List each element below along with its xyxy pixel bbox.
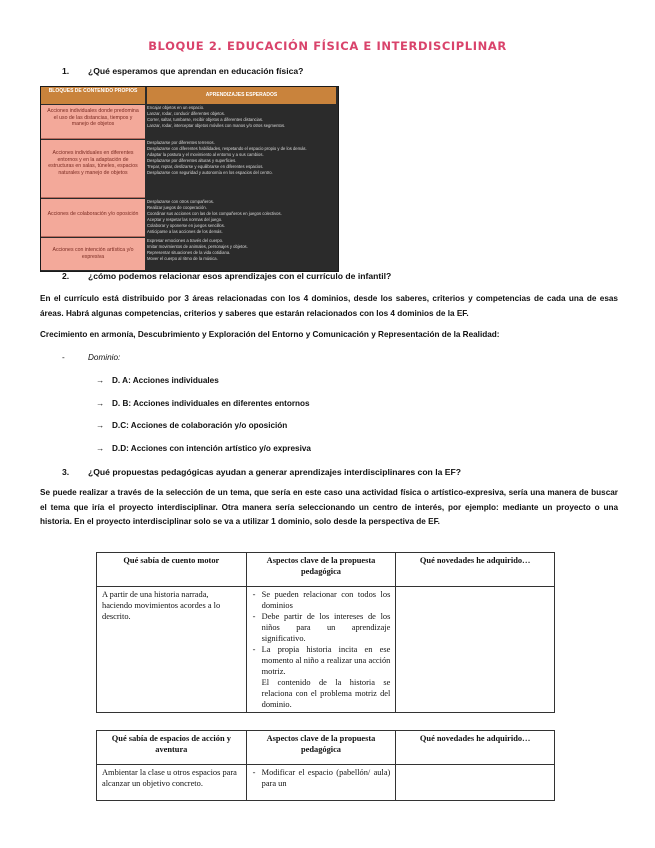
question-2-number: 2. [62,271,70,281]
dominio-label [62,353,120,362]
domain-item-a [96,376,219,385]
competency-item: Adaptar la postura y el movimiento al entorno y a sus cambios. [147,152,264,157]
domain-item-c [96,421,287,430]
competency-item: Expresar emociones a través del cuerpo. [147,238,224,243]
competency-item: Colaborar y oponerse en juegos sencillos. [147,223,225,228]
dominio-dash: - [62,353,65,362]
competency-item: Anticiparse a las acciones de los demás. [147,229,223,234]
competencies-row-1-left: Acciones individuales donde predomina el uso de las distancias, tiempos y manejo de objetos [41,105,145,139]
table2-header-1: Qué sabía de espacios de acción y aventura [97,731,247,765]
cuento-motor-table [96,552,555,713]
competency-item: Mover el cuerpo al ritmo de la música. [147,256,218,261]
table2-known-text: Ambientar la clase u otros espacios para alcanzar un objetivo concreto. [102,768,237,788]
curriculum-paragraph: En el currículo está distribuido por 3 áreas relacionadas con los 4 dominios, desde los saberes, criterios y competencias de cada una de esas áreas. Habrá algunas competencias, criterios y saberes que estarán relacionados con los 4 dominios de la EF. [40,294,618,318]
competency-item: Desplazarse con diferentes habilidades, respetando el espacio propio y de los demás. [147,146,307,151]
competencies-header-right: APRENDIZAJES ESPERADOS [147,87,336,104]
competency-item: Imitar movimientos de animales, personajes y objetos. [147,244,248,249]
question-1-number: 1. [62,66,70,76]
domain-item-text: D. A: Acciones individuales [112,376,219,385]
question-1 [62,66,303,76]
competency-item: Correr, saltar, tumbarse, recibir objetos a diferentes distancias. [147,117,264,122]
competency-item: Lanzar, rodar, interceptar objetos móviles con manos y/o otros segmentos. [147,123,286,128]
dominio-text: Dominio: [88,353,121,362]
domain-item-d [96,444,311,453]
competencies-row-4-right [147,238,335,270]
question-3-text: ¿Qué propuestas pedagógicas ayudan a generar aprendizajes interdisciplinares con la EF? [88,467,461,477]
arrow-right-icon: → [96,376,105,385]
table1-known-text: A partir de una historia narrada, haciendo movimientos acordes a lo descrito. [102,590,221,621]
domain-item-b [96,399,310,408]
competencies-header-left: BLOQUES DE CONTENIDO PROPIOS [41,87,145,104]
arrow-right-icon: → [96,444,105,453]
page-title: BLOQUE 2. EDUCACIÓN FÍSICA E INTERDISCIPLINAR [148,39,507,53]
competencies-row-3-right [147,199,335,237]
domain-item-text: D. B: Acciones individuales en diferentes entornos [112,399,310,408]
competency-item: Coordinar sus acciones con las de los compañeros en juegos colectivos. [147,211,282,216]
table1-header-2: Aspectos clave de la propuesta pedagógica [246,553,396,587]
table1-new-cell [396,587,555,713]
table1-aspect-tail: El contenido de la historia se relaciona con el problema motriz del dominio. [261,678,391,709]
competencies-row-1-right [147,105,335,139]
table2-aspects-cell [246,765,396,801]
table2-header-2: Aspectos clave de la propuesta pedagógica [246,731,396,765]
competency-item: Desplazarse por diferentes terrenos. [147,140,215,145]
competency-item: Desplazarse por diferentes alturas y superficies. [147,158,237,163]
competencies-row-3-left: Acciones de colaboración y/o oposición [41,199,145,237]
table1-aspect-item: - Debe partir de los intereses de los niños para un aprendizaje significativo. [252,611,391,644]
competency-item: Aceptar y respetar las normas del juego. [147,217,223,222]
competency-item: Lanzar, rodar, conducir diferentes objetos. [147,111,225,116]
table2-known-cell [97,765,247,801]
competency-item: Desplazarse con otros compañeros. [147,199,215,204]
competencies-row-2-left: Acciones individuales en diferentes entornos y en la adaptación de estructuras en salas, túneles, espacios naturales y manejo de objetos [41,140,145,198]
table2-new-cell [396,765,555,801]
competency-item: Encajar objetos en un espacio. [147,105,205,110]
action-spaces-table [96,730,555,801]
competency-item: Desplazarse con seguridad y autonomía en los espacios del centro. [147,170,273,175]
table1-aspects-cell [246,587,396,713]
areas-paragraph: Crecimiento en armonía, Descubrimiento y Exploración del Entorno y Comunicación y Representación de la Realidad: [40,330,500,339]
domain-item-text: D.D: Acciones con intención artístico y/o expresiva [112,444,311,453]
question-2-text: ¿cómo podemos relacionar esos aprendizajes con el currículo de infantil? [88,271,392,281]
question-2 [62,271,391,281]
competency-item: Realizar juegos de cooperación. [147,205,207,210]
competency-item: Representar situaciones de la vida cotidiana. [147,250,231,255]
arrow-right-icon: → [96,399,105,408]
table1-header-1: Qué sabía de cuento motor [97,553,247,587]
table1-known-cell [97,587,247,713]
competencies-table-image [40,86,339,272]
table1-aspect-item: - La propia historia incita en ese momento al niño a realizar una acción motriz. [252,644,391,677]
competencies-row-2-right [147,140,335,198]
arrow-right-icon: → [96,421,105,430]
table1-aspect-item: - Se pueden relacionar con todos los dominios [252,589,391,611]
domain-item-text: D.C: Acciones de colaboración y/o oposición [112,421,288,430]
competencies-row-4-left: Acciones con intención artística y/o expresiva [41,238,145,270]
table2-aspect-item: - Modificar el espacio (pabellón/ aula) para un [252,767,391,789]
question-3-number: 3. [62,467,70,477]
competency-item: Trepar, reptar, deslizarse y equilibrarse en diferentes espacios. [147,164,264,169]
table1-header-3: Qué novedades he adquirido… [396,553,555,587]
question-1-text: ¿Qué esperamos que aprendan en educación física? [88,66,304,76]
proposals-paragraph: Se puede realizar a través de la selección de un tema, que sería en este caso una actividad física o artístico-expresiva, sería una manera de buscar el tema que iría el proyecto interdisciplinar. Otra manera sería seleccionando un centro de interés, por ejemplo: mediante un proyecto o una historia. En el proyecto interdisciplinar solo se va a utilizar 1 dominio, solo desde la perspectiva de EF. [40,488,618,526]
question-3 [62,467,461,477]
table2-header-3: Qué novedades he adquirido… [396,731,555,765]
